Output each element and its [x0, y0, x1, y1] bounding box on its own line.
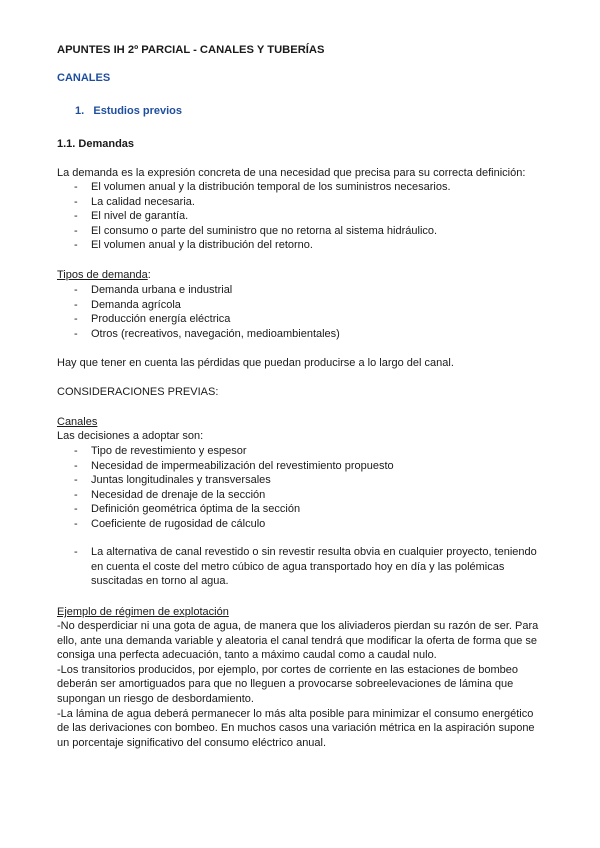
paragraph-line: de las derivaciones con bombeo. En muchos casos una variación métrica en la aspiración supone: [57, 722, 535, 735]
list-item: - Necesidad de impermeabilización del revestimiento propuesto: [57, 459, 394, 474]
tipos-colon: :: [147, 269, 151, 281]
list-item: - El nivel de garantía.: [57, 209, 451, 224]
consideraciones-heading: CONSIDERACIONES PREVIAS:: [57, 386, 219, 398]
sub-subsection-heading: 1.1. Demandas: [57, 138, 135, 150]
list-item: - Demanda agrícola: [57, 298, 340, 313]
tipos-label: Tipos de demanda: [57, 269, 148, 281]
list-item: - El consumo o parte del suministro que no retorna al sistema hidráulico.: [57, 224, 451, 239]
paragraph-line: deberán ser amortiguados para que no lleguen a provocarse sobreelevaciones de lámina que: [57, 678, 514, 691]
list-item: - Necesidad de drenaje de la sección: [57, 488, 394, 503]
canales-subheading: Canales: [57, 416, 98, 428]
paragraph-line: consiga una perfecta adecuación, tanto a máximo caudal como a caudal nulo.: [57, 649, 437, 662]
subsection-number: 1.: [75, 105, 85, 117]
list-item: - El volumen anual y la distribución temporal de los suministros necesarios.: [57, 180, 451, 195]
tipos-list: [57, 283, 340, 341]
list-item: - Tipo de revestimiento y espesor: [57, 444, 394, 459]
ejemplo-heading: Ejemplo de régimen de explotación: [57, 606, 229, 618]
paragraph-line: -No desperdiciar ni una gota de agua, de manera que los aliviaderos pierdan su razón de ser. Para: [57, 620, 539, 632]
paragraph-line: en cuenta el coste del metro cúbico de agua transportado hoy en día y las polémicas: [91, 560, 505, 573]
paragraph-line: ello, ante una demanda variable y aleatoria el canal tendrá que modificar la oferta de forma que se: [57, 634, 538, 647]
paragraph-line: suscitadas en torno al agua.: [91, 575, 229, 588]
list-item: - Otros (recreativos, navegación, medioambientales): [57, 327, 340, 342]
list-item: - La calidad necesaria.: [57, 195, 451, 210]
intro-list: [57, 180, 451, 253]
paragraph-line: supongan un riesgo de desbordamiento.: [57, 692, 254, 705]
paragraph-line: La alternativa de canal revestido o sin revestir resulta obvia en cualquier proyecto, teniendo: [91, 546, 537, 558]
alternativa-paragraph: [91, 545, 551, 589]
ejemplo-paragraph: [57, 619, 557, 750]
paragraph-line: -La lámina de agua deberá permanecer lo más alta posible para minimizar el consumo energético: [57, 707, 534, 720]
section-heading-canales: CANALES: [57, 72, 111, 84]
tipos-heading: [57, 268, 151, 283]
decisiones-list: [57, 444, 394, 532]
list-item: - Definición geométrica óptima de la sección: [57, 502, 394, 517]
intro-paragraph: La demanda es la expresión concreta de una necesidad que precisa para su correcta definición:: [57, 167, 526, 179]
subsection-heading: [75, 104, 182, 119]
list-item: - El volumen anual y la distribución del retorno.: [57, 238, 451, 253]
document-title: APUNTES IH 2º PARCIAL - CANALES Y TUBERÍAS: [57, 44, 325, 56]
perdidas-note: Hay que tener en cuenta las pérdidas que puedan producirse a lo largo del canal.: [57, 357, 454, 369]
list-item: - Coeficiente de rugosidad de cálculo: [57, 517, 394, 532]
paragraph-line: un porcentaje significativo del consumo eléctrico anual.: [57, 736, 327, 749]
decisiones-intro: Las decisiones a adoptar son:: [57, 430, 204, 442]
alternativa-dash: -: [74, 546, 78, 558]
list-item: - Juntas longitudinales y transversales: [57, 473, 394, 488]
list-item: - Producción energía eléctrica: [57, 312, 340, 327]
paragraph-line: -Los transitorios producidos, por ejemplo, por cortes de corriente en las estaciones de bombeo: [57, 663, 519, 676]
list-item: - Demanda urbana e industrial: [57, 283, 340, 298]
subsection-title: Estudios previos: [93, 105, 182, 117]
